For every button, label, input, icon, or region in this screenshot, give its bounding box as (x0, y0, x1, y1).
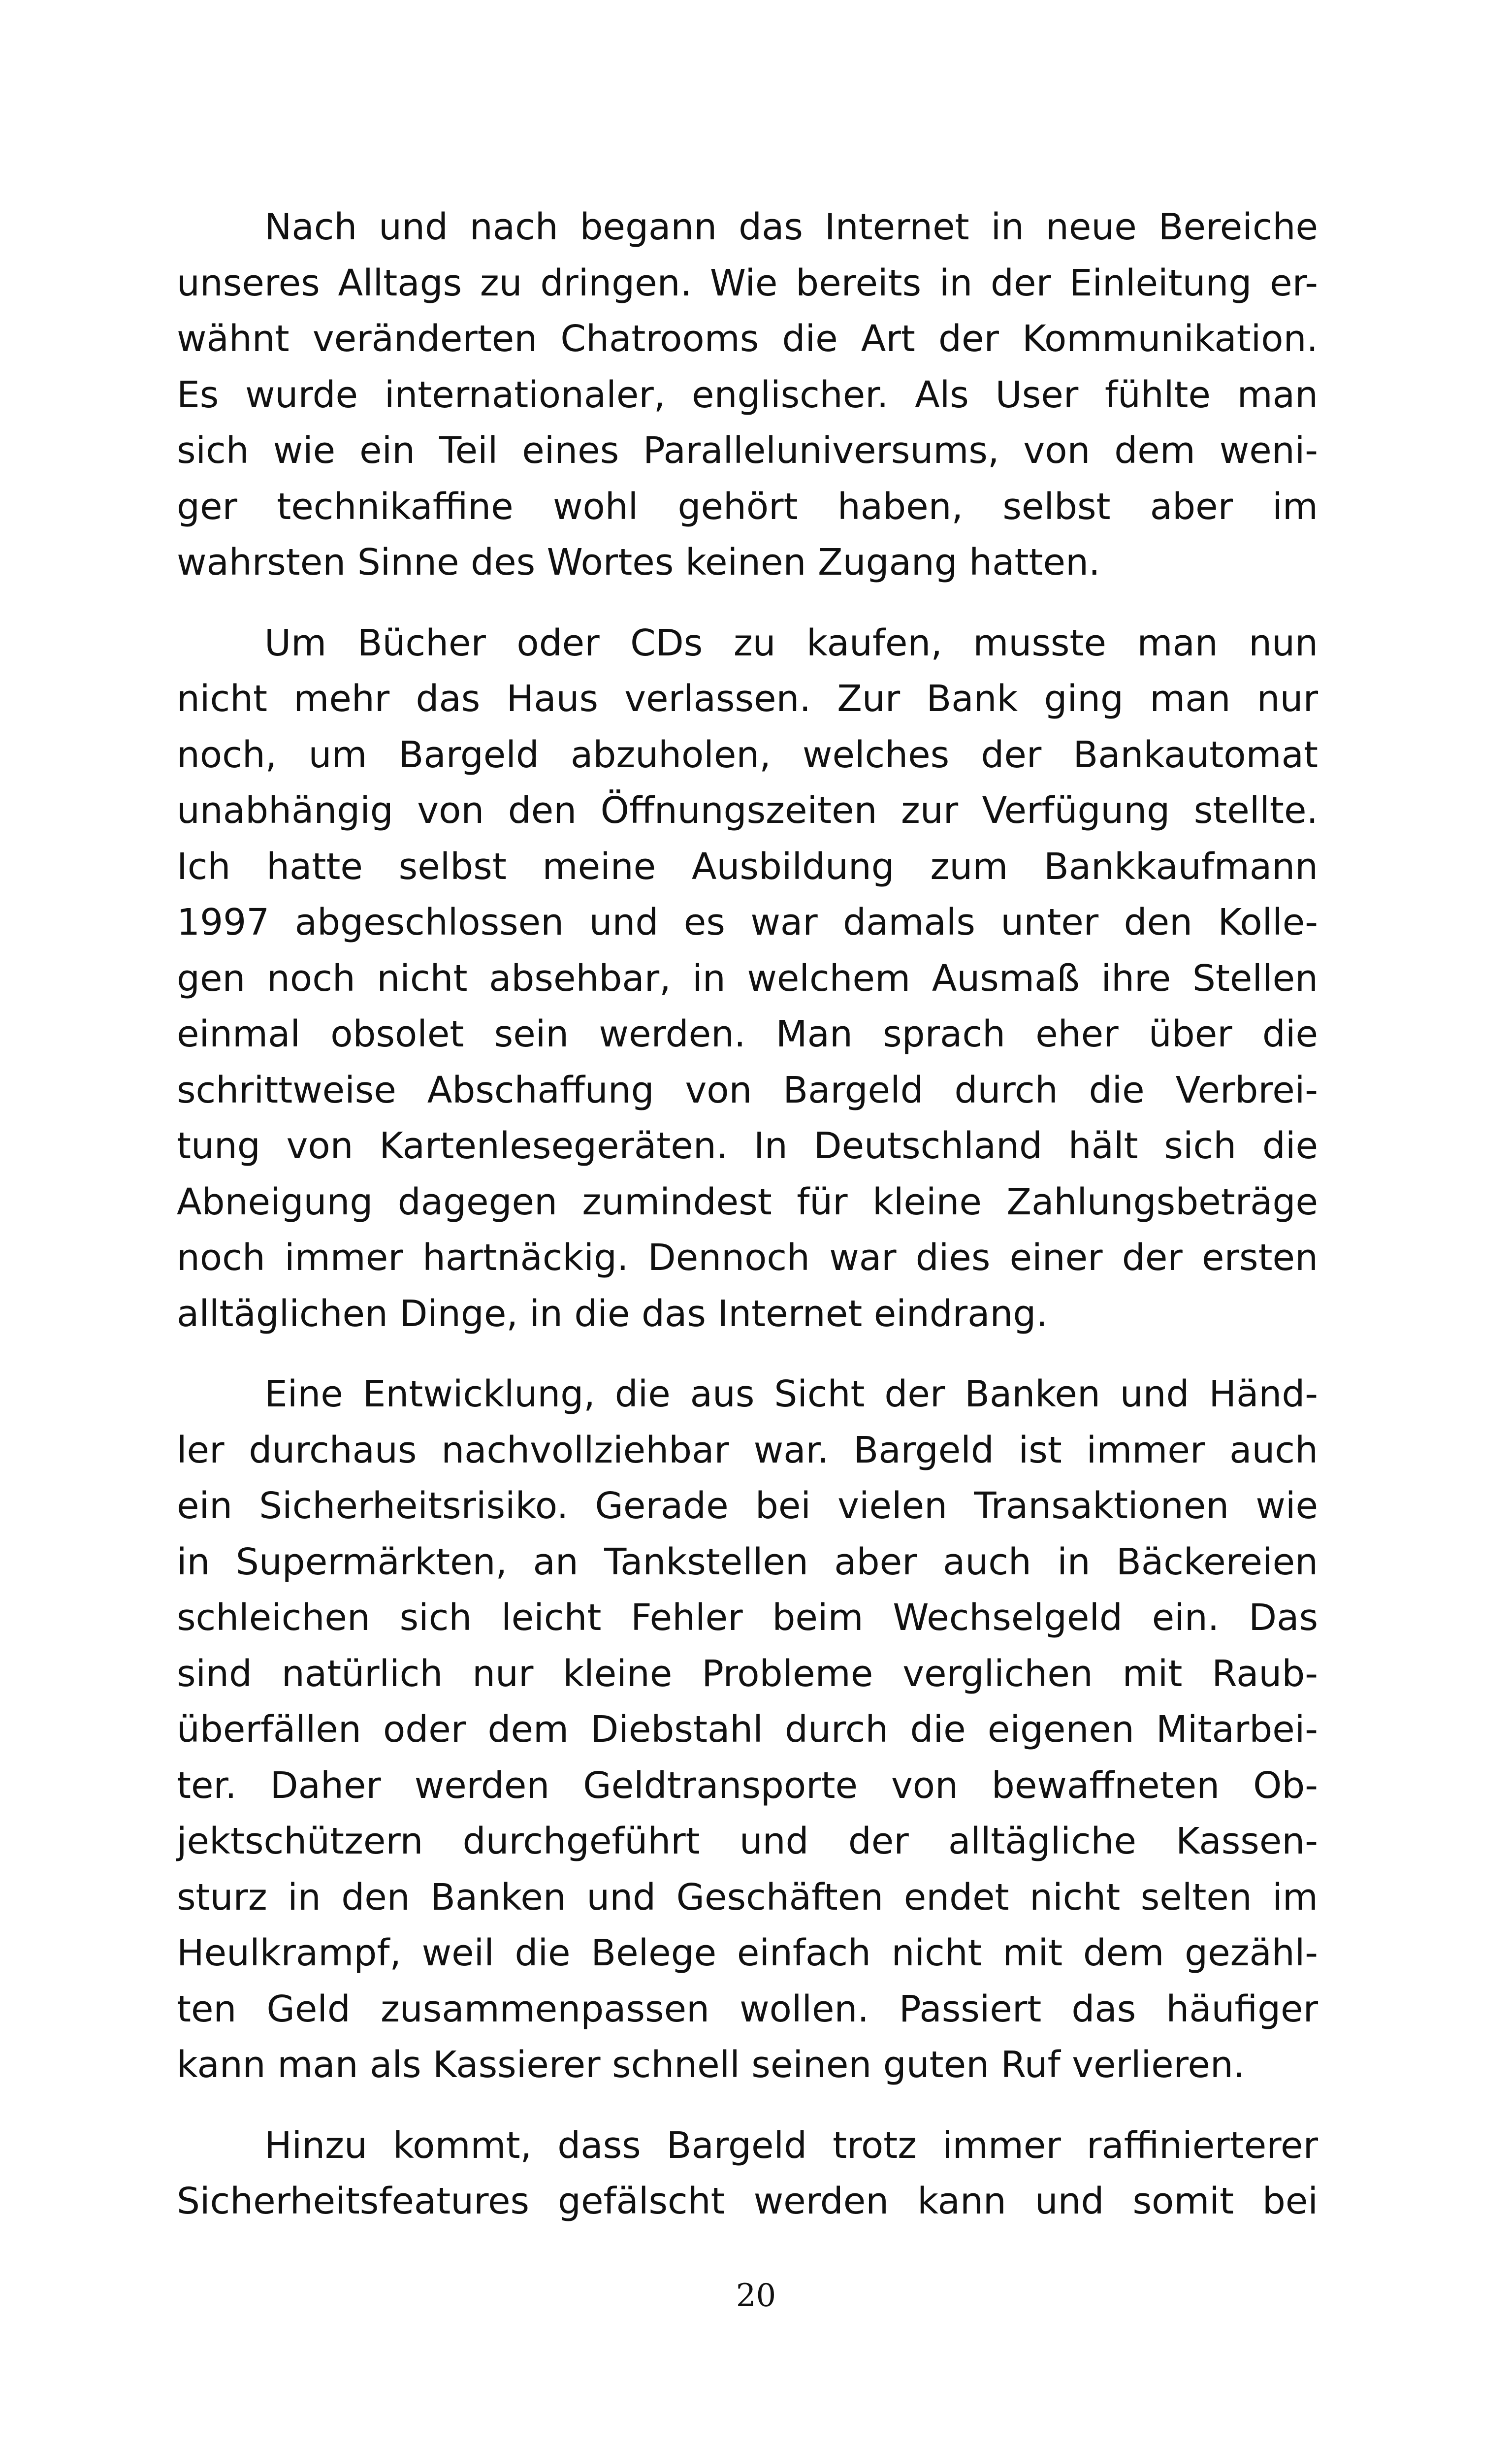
text-line: jektschützern durchgeführt und der alltägliche Kassen- (177, 1820, 1318, 1862)
text-line: ger technikaffine wohl gehört haben, selbst aber im (177, 485, 1318, 528)
page-number: 20 (736, 2278, 776, 2314)
text-line: kann man als Kassierer schnell seinen guten Ruf verlieren. (177, 2044, 1245, 2086)
text-line: ter. Daher werden Geldtransporte von bewaffneten Ob- (177, 1764, 1318, 1807)
text-line: Nach und nach begann das Internet in neue Bereiche (264, 206, 1318, 248)
text-line: nicht mehr das Haus verlassen. Zur Bank ging man nur (177, 678, 1318, 720)
text-line: Um Bücher oder CDs zu kaufen, musste man nun (264, 621, 1318, 664)
paragraph (177, 2118, 1318, 2230)
text-line: Abneigung dagegen zumindest für kleine Zahlungsbeträge (177, 1180, 1318, 1223)
text-line: Sicherheitsfeatures gefälscht werden kann und somit bei (177, 2180, 1318, 2222)
text-line: tung von Kartenlesegeräten. In Deutschland hält sich die (177, 1125, 1318, 1167)
text-line: sturz in den Banken und Geschäften endet nicht selten im (177, 1876, 1318, 1919)
paragraph (177, 1367, 1318, 2093)
text-line: unseres Alltags zu dringen. Wie bereits in der Einleitung er- (177, 261, 1318, 304)
text-line: schrittweise Abschaffung von Bargeld durch die Verbrei- (177, 1069, 1318, 1111)
paragraph (177, 199, 1318, 591)
body-text (177, 199, 1318, 2230)
text-line: sich wie ein Teil eines Paralleluniversums, von dem weni- (177, 429, 1318, 472)
paragraph-gap (177, 2093, 1318, 2118)
text-line: wähnt veränderten Chatrooms die Art der Kommunikation. (177, 318, 1318, 360)
text-line: Eine Entwicklung, die aus Sicht der Banken und Händ- (264, 1373, 1318, 1415)
text-line: ten Geld zusammenpassen wollen. Passiert das häufiger (177, 1987, 1318, 2030)
text-line: überfällen oder dem Diebstahl durch die eigenen Mitarbei- (177, 1708, 1318, 1751)
text-line: wahrsten Sinne des Wortes keinen Zugang hatten. (177, 541, 1100, 584)
text-line: Heulkrampf, weil die Belege einfach nicht mit dem gezähl- (177, 1932, 1318, 1974)
text-line: gen noch nicht absehbar, in welchem Ausmaß ihre Stellen (177, 957, 1318, 1000)
text-line: noch, um Bargeld abzuholen, welches der Bankautomat (177, 733, 1318, 776)
paragraph-gap (177, 591, 1318, 616)
text-line: alltäglichen Dinge, in die das Internet eindrang. (177, 1292, 1048, 1335)
text-line: einmal obsolet sein werden. Man sprach eher über die (177, 1013, 1318, 1055)
text-line: Ich hatte selbst meine Ausbildung zum Bankkaufmann (177, 845, 1318, 888)
text-line: ein Sicherheitsrisiko. Gerade bei vielen Transaktionen wie (177, 1485, 1318, 1527)
text-line: schleichen sich leicht Fehler beim Wechselgeld ein. Das (177, 1596, 1318, 1639)
text-line: in Supermärkten, an Tankstellen aber auch in Bäckereien (177, 1540, 1318, 1583)
text-line: sind natürlich nur kleine Probleme verglichen mit Raub- (177, 1652, 1318, 1695)
text-line: noch immer hartnäckig. Dennoch war dies einer der ersten (177, 1237, 1318, 1279)
text-line: 1997 abgeschlossen und es war damals unter den Kolle- (177, 901, 1318, 944)
paragraph-gap (177, 1342, 1318, 1367)
text-line: unabhängig von den Öffnungszeiten zur Verfügung stellte. (177, 789, 1318, 832)
text-line: Hinzu kommt, dass Bargeld trotz immer raffinierterer (264, 2124, 1318, 2167)
text-line: ler durchaus nachvollziehbar war. Bargeld ist immer auch (177, 1429, 1318, 1471)
text-line: Es wurde internationaler, englischer. Als User fühlte man (177, 373, 1318, 416)
paragraph (177, 616, 1318, 1342)
